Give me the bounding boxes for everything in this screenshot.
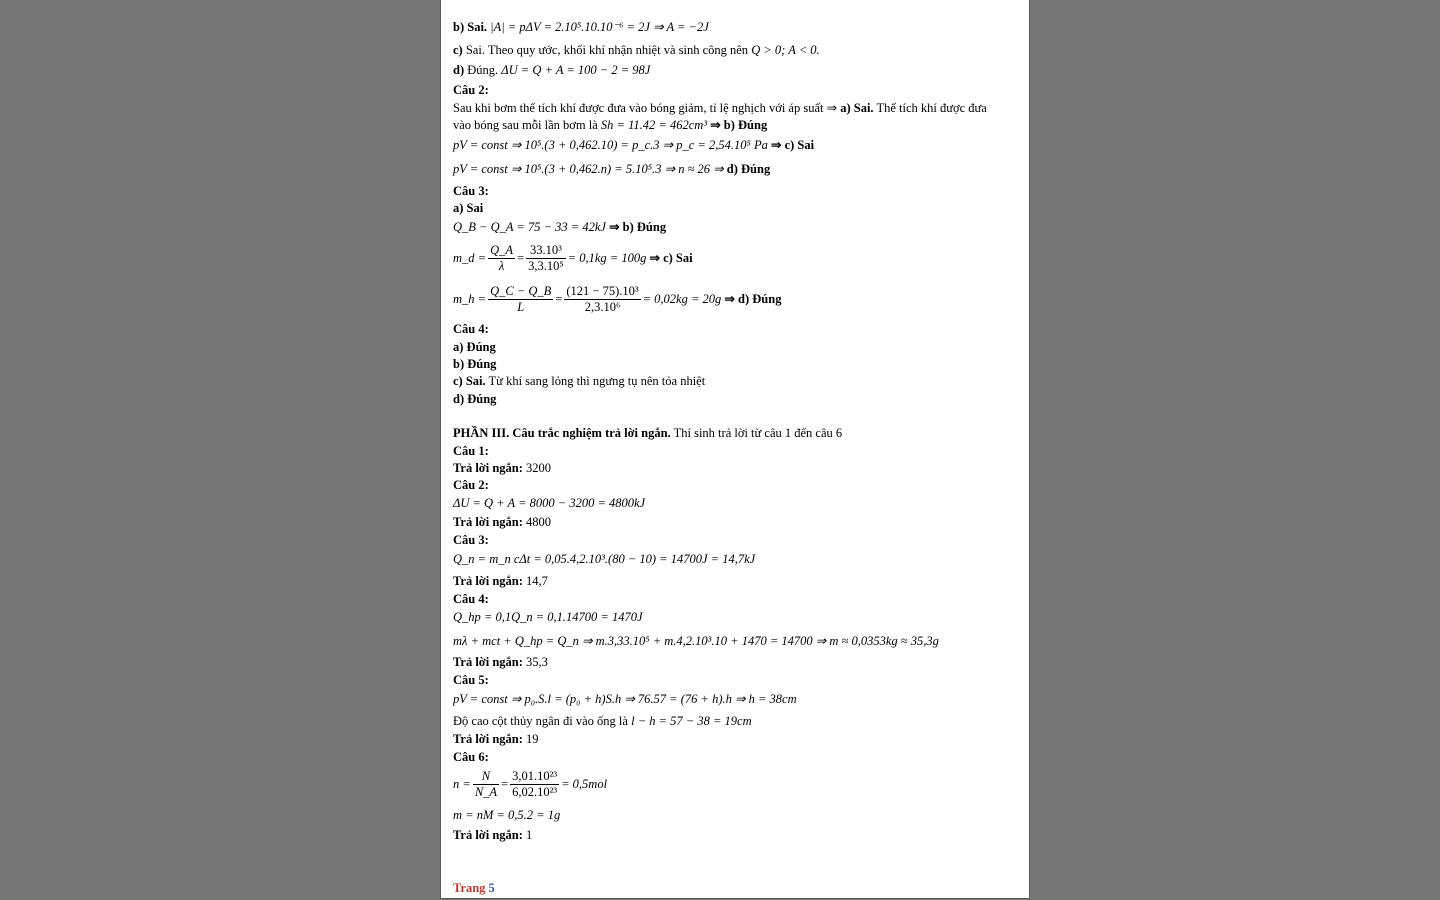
denominator: λ — [498, 259, 505, 273]
numerator: Q_C − Q_B — [490, 284, 552, 298]
fraction-equation: m_h = $\frac{Q\_C - Q\_B}{L}$ = $\frac{\text{(121 − 75).10³}}{\text{2,3.10⁶}}$ = 0,02kg = 20g ⇒ d) Đúng — [453, 284, 782, 314]
numerator: N — [473, 769, 499, 785]
equation: l − h = 57 − 38 = 19cm — [631, 714, 752, 728]
equation-line: Q_hp = 0,1Q_n = 0,1.14700 = 1470J — [453, 610, 643, 624]
short-answer-value: 14,7 — [526, 574, 548, 588]
text: Độ cao cột thủy ngân đi vào ống là — [453, 714, 628, 728]
short-answer-label: Trả lời ngắn: — [453, 828, 523, 842]
short-answer — [453, 828, 532, 843]
denominator: N_A — [474, 785, 498, 799]
label: c) Sai. — [453, 374, 486, 388]
fraction — [564, 284, 640, 315]
label: c) — [453, 43, 463, 57]
answer-line: a) Đúng — [453, 340, 496, 354]
page-footer — [453, 881, 495, 896]
question-heading: Câu 5: — [453, 673, 489, 687]
answer-bold: ⇒ d) Đúng — [724, 292, 782, 306]
fraction — [473, 769, 499, 800]
answer-bold: ⇒ b) Đúng — [609, 220, 667, 234]
answer-line-d — [453, 63, 650, 78]
question-heading: Câu 4: — [453, 592, 489, 606]
fraction-equation: m_d = $\frac{Q\_A}{\lambda}$ = $\frac{\text{33.10³}}{\text{3,3.10⁵}}$ = 0,1kg = 100g ⇒ c) Sai — [453, 243, 693, 273]
text: Sai. Theo quy ước, khối khí nhận nhiệt và sinh công nên — [465, 43, 749, 57]
question-heading: Câu 4: — [453, 322, 489, 336]
document-page — [440, 0, 1030, 899]
short-answer — [453, 461, 551, 476]
short-answer — [453, 515, 551, 530]
section-heading — [453, 426, 842, 441]
lhs: n = — [453, 777, 471, 791]
answer-line — [453, 374, 705, 389]
denominator: 3,3.10⁵ — [528, 259, 564, 273]
equation: pV = const ⇒ 10⁵.(3 + 0,462.n) = 5.10⁵.3 ⇒ n ≈ 26 ⇒ — [453, 162, 724, 176]
equation-line: mλ + mct + Q_hp = Q_n ⇒ m.3,33.10⁵ + m.4,2.10³.10 + 1470 = 14700 ⇒ m ≈ 0,0353kg ≈ 35,3g — [453, 634, 939, 648]
short-answer — [453, 574, 548, 589]
text: Thể tích khí được đưa — [876, 101, 987, 115]
answer-line: b) Đúng — [453, 357, 497, 371]
label: b) Sai. — [453, 20, 488, 34]
denominator: 6,02.10²³ — [512, 785, 558, 799]
section-instructions: Thí sinh trả lời từ câu 1 đến câu 6 — [673, 426, 843, 440]
numerator: 3,01.10²³ — [512, 769, 558, 783]
text: vào bóng sau mỗi lần bơm là — [453, 118, 598, 132]
equation: Q_B − Q_A = 75 − 33 = 42kJ — [453, 220, 606, 234]
equation-line — [453, 220, 666, 235]
fraction — [488, 243, 515, 274]
short-answer — [453, 732, 539, 747]
equation-line — [453, 162, 770, 177]
short-answer-value: 4800 — [526, 515, 552, 529]
short-answer-label: Trả lời ngắn: — [453, 732, 523, 746]
lhs: m_d = — [453, 251, 487, 265]
question-heading: Câu 2: — [453, 83, 489, 97]
answer-bold: d) Đúng — [726, 162, 771, 176]
page-label: Trang — [453, 881, 486, 895]
fraction — [526, 243, 566, 274]
paragraph-line — [453, 118, 767, 133]
text: Sau khi bơm thể tích khí được đưa vào bóng giảm, tỉ lệ nghịch với áp suất ⇒ — [453, 101, 838, 115]
text: Từ khí sang lỏng thì ngưng tụ nên tỏa nhiệt — [488, 374, 706, 388]
short-answer-label: Trả lời ngắn: — [453, 461, 523, 475]
numerator: Q_A — [490, 243, 514, 257]
equation-line: m = nM = 0,5.2 = 1g — [453, 808, 561, 822]
short-answer-label: Trả lời ngắn: — [453, 515, 523, 529]
paragraph-line — [453, 714, 752, 729]
equation: Q > 0; A < 0. — [751, 43, 820, 57]
short-answer-value: 19 — [526, 732, 539, 746]
short-answer-value: 35,3 — [526, 655, 548, 669]
fraction — [488, 284, 553, 315]
denominator: L — [517, 300, 525, 314]
rhs: = 0,02kg = 20g — [642, 292, 722, 306]
question-heading: Câu 3: — [453, 533, 489, 547]
answer-bold: ⇒ c) Sai — [649, 251, 693, 265]
question-heading: Câu 2: — [453, 478, 489, 492]
numerator: (121 − 75).10³ — [566, 284, 639, 298]
paragraph-line — [453, 101, 987, 116]
answer-bold: a) Sai. — [840, 101, 874, 115]
equation: Sh = 11.42 = 462cm³ — [600, 118, 708, 132]
equation: |A| = pΔV = 2.10⁵.10.10⁻⁶ = 2J ⇒ A = −2J — [490, 20, 709, 34]
short-answer — [453, 655, 548, 670]
label: d) — [453, 63, 465, 77]
short-answer-value: 1 — [526, 828, 533, 842]
fraction-equation: n = $\frac{N}{N\_A}$ = $\frac{\text{3,01.10²³}}{\text{6,02.10²³}}$ = 0,5mol — [453, 769, 608, 799]
short-answer-label: Trả lời ngắn: — [453, 655, 523, 669]
rhs: = 0,5mol — [561, 777, 608, 791]
denominator: 2,3.10⁶ — [584, 300, 621, 314]
equation: ΔU = Q + A = 100 − 2 = 98J — [501, 63, 651, 77]
lhs: m_h = — [453, 292, 487, 306]
equation-line: Q_n = m_n cΔt = 0,05.4,2.10³.(80 − 10) = 14700J = 14,7kJ — [453, 552, 756, 566]
equation-line: ΔU = Q + A = 8000 − 3200 = 4800kJ — [453, 496, 646, 510]
equation: pV = const ⇒ 10⁵.(3 + 0,462.10) = p_c.3 ⇒ p_c = 2,54.10⁵ Pa — [453, 138, 768, 152]
fraction — [510, 769, 559, 800]
equation-line — [453, 138, 814, 153]
numerator: 33.10³ — [526, 243, 566, 259]
equation-line: pV = const ⇒ p₀.S.l = (p₀ + h)S.h ⇒ 76.57 = (76 + h).h ⇒ h = 38cm — [453, 692, 797, 706]
question-heading: Câu 6: — [453, 750, 489, 764]
section-title: PHẦN III. Câu trắc nghiệm trả lời ngắn. — [453, 426, 671, 440]
text: Đúng. — [467, 63, 499, 77]
short-answer-value: 3200 — [526, 461, 552, 475]
answer-line-b — [453, 20, 709, 35]
rhs: = 0,1kg = 100g — [567, 251, 647, 265]
page-number: 5 — [488, 881, 495, 895]
answer-line: a) Sai — [453, 201, 484, 215]
answer-line: d) Đúng — [453, 392, 497, 406]
short-answer-label: Trả lời ngắn: — [453, 574, 523, 588]
answer-line-c — [453, 43, 820, 58]
answer-bold: ⇒ c) Sai — [770, 138, 815, 152]
question-heading: Câu 3: — [453, 184, 489, 198]
question-heading: Câu 1: — [453, 444, 489, 458]
answer-bold: ⇒ b) Đúng — [710, 118, 768, 132]
